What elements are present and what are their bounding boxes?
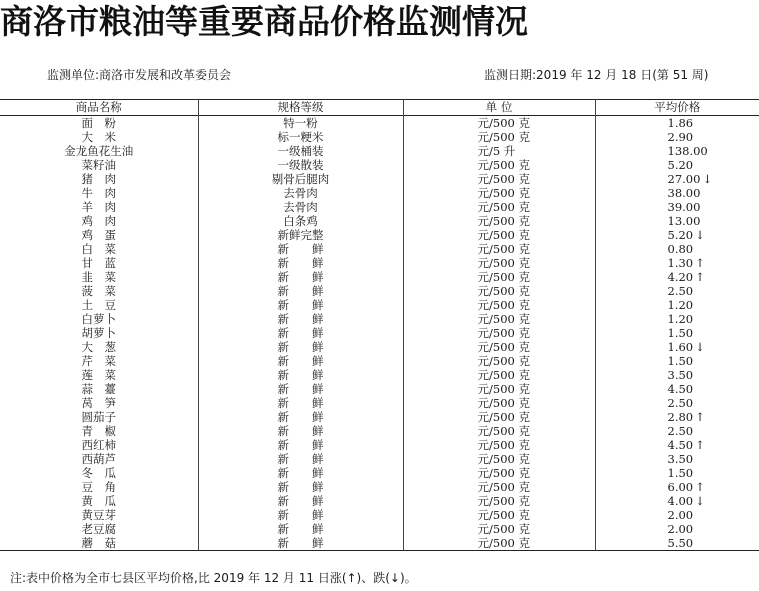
spec-grade: 新 鲜 [198, 522, 403, 536]
trend-arrow-icon: ↑ [695, 410, 705, 424]
trend-arrow-icon: ↓ [695, 494, 705, 508]
table-row [0, 172, 759, 186]
table-row [0, 312, 759, 326]
commodity-name: 羊 肉 [81, 200, 116, 214]
average-price [595, 410, 759, 424]
average-price [595, 298, 759, 312]
price-value: 2.00 [667, 508, 694, 522]
unit: 元/500 克 [403, 116, 595, 131]
spec-grade: 白条鸡 [198, 214, 403, 228]
spec-grade: 新 鲜 [198, 326, 403, 340]
unit: 元/500 克 [403, 424, 595, 438]
table-row [0, 354, 759, 368]
price-value: 6.00 [667, 480, 694, 494]
commodity-name: 菠 菜 [81, 284, 116, 298]
spec-grade: 新 鲜 [198, 466, 403, 480]
table-row [0, 298, 759, 312]
table-row [0, 340, 759, 354]
spec-grade: 新 鲜 [198, 438, 403, 452]
table-row [0, 368, 759, 382]
trend-arrow-icon: ↑ [695, 438, 705, 452]
price-value: 27.00 [667, 172, 701, 186]
price-value: 13.00 [667, 214, 701, 228]
unit: 元/500 克 [403, 340, 595, 354]
trend-arrow-icon: ↑ [695, 480, 705, 494]
price-value: 4.50 [667, 382, 694, 396]
price-value: 4.50 [667, 438, 694, 452]
unit: 元/500 克 [403, 494, 595, 508]
price-value: 3.50 [667, 452, 694, 466]
trend-arrow-icon: ↑ [695, 256, 705, 270]
average-price [595, 438, 759, 452]
unit: 元/500 克 [403, 214, 595, 228]
price-value: 4.20 [667, 270, 694, 284]
spec-grade: 新 鲜 [198, 354, 403, 368]
unit: 元/500 克 [403, 242, 595, 256]
table-row [0, 158, 759, 172]
table-row [0, 480, 759, 494]
price-value: 1.20 [667, 298, 694, 312]
price-value: 1.50 [667, 354, 694, 368]
commodity-name: 牛 肉 [81, 186, 116, 200]
average-price [595, 144, 759, 158]
average-price [595, 214, 759, 228]
commodity-name: 西葫芦 [81, 452, 116, 466]
unit: 元/500 克 [403, 466, 595, 480]
unit: 元/500 克 [403, 368, 595, 382]
table-row [0, 438, 759, 452]
commodity-name: 金龙鱼花生油 [64, 144, 134, 158]
table-row [0, 508, 759, 522]
unit: 元/500 克 [403, 284, 595, 298]
price-value: 138.00 [667, 144, 708, 158]
average-price [595, 172, 759, 186]
trend-arrow-icon: ↓ [695, 340, 705, 354]
table-row [0, 382, 759, 396]
commodity-name: 白 菜 [81, 242, 116, 256]
price-value: 2.90 [667, 130, 694, 144]
average-price [595, 480, 759, 494]
unit: 元/500 克 [403, 382, 595, 396]
unit: 元/500 克 [403, 256, 595, 270]
spec-grade: 新 鲜 [198, 256, 403, 270]
price-value: 2.50 [667, 284, 694, 298]
header-unit: 单 位 [403, 100, 595, 116]
price-value: 2.50 [667, 424, 694, 438]
spec-grade: 新 鲜 [198, 340, 403, 354]
unit: 元/500 克 [403, 508, 595, 522]
price-value: 3.50 [667, 368, 694, 382]
monitor-date: 监测日期:2019 年 12 月 18 日(第 51 周) [484, 68, 709, 82]
spec-grade: 新 鲜 [198, 508, 403, 522]
table-row [0, 424, 759, 438]
average-price [595, 158, 759, 172]
footnote: 注:表中价格为全市七县区平均价格,比 2019 年 12 月 11 日涨(↑)、跌(↓)。 [10, 571, 417, 585]
unit: 元/500 克 [403, 312, 595, 326]
average-price [595, 382, 759, 396]
average-price [595, 368, 759, 382]
commodity-name: 蘑 菇 [81, 536, 116, 550]
commodity-name: 莴 笋 [81, 396, 116, 410]
price-value: 1.20 [667, 312, 694, 326]
average-price [595, 494, 759, 508]
average-price [595, 200, 759, 214]
commodity-name: 青 椒 [81, 424, 116, 438]
table-row [0, 452, 759, 466]
price-value: 2.00 [667, 522, 694, 536]
commodity-name: 黄 瓜 [81, 494, 116, 508]
average-price [595, 228, 759, 242]
price-value: 4.00 [667, 494, 694, 508]
price-value: 2.80 [667, 410, 694, 424]
table-row [0, 228, 759, 242]
unit: 元/500 克 [403, 410, 595, 424]
price-value: 5.20 [667, 158, 694, 172]
header-name: 商品名称 [75, 100, 122, 114]
unit: 元/500 克 [403, 354, 595, 368]
price-value: 1.60 [667, 340, 694, 354]
spec-grade: 新鲜完整 [198, 228, 403, 242]
average-price [595, 284, 759, 298]
unit: 元/500 克 [403, 228, 595, 242]
table-row [0, 410, 759, 424]
spec-grade: 去骨肉 [198, 186, 403, 200]
commodity-name: 面 粉 [81, 115, 116, 130]
commodity-name: 白萝卜 [81, 312, 116, 326]
spec-grade: 新 鲜 [198, 480, 403, 494]
monitor-unit: 监测单位:商洛市发展和改革委员会 [47, 68, 232, 82]
price-value: 1.30 [667, 256, 694, 270]
average-price [595, 466, 759, 480]
average-price [595, 116, 759, 131]
price-value: 1.50 [667, 326, 694, 340]
unit: 元/500 克 [403, 172, 595, 186]
spec-grade: 新 鲜 [198, 368, 403, 382]
trend-arrow-icon: ↑ [695, 270, 705, 284]
spec-grade: 新 鲜 [198, 270, 403, 284]
spec-grade: 新 鲜 [198, 410, 403, 424]
spec-grade: 去骨肉 [198, 200, 403, 214]
table-row [0, 144, 759, 158]
spec-grade: 新 鲜 [198, 424, 403, 438]
average-price [595, 508, 759, 522]
price-value: 1.86 [667, 115, 694, 130]
spec-grade: 新 鲜 [198, 312, 403, 326]
unit: 元/500 克 [403, 452, 595, 466]
average-price [595, 256, 759, 270]
table-row [0, 200, 759, 214]
average-price [595, 536, 759, 551]
commodity-name: 豆 角 [81, 480, 116, 494]
unit: 元/500 克 [403, 396, 595, 410]
unit: 元/500 克 [403, 186, 595, 200]
trend-arrow-icon: ↓ [695, 228, 705, 242]
spec-grade: 一级桶装 [198, 144, 403, 158]
commodity-name: 冬 瓜 [81, 466, 116, 480]
commodity-name: 圆茄子 [81, 410, 116, 424]
table-row [0, 116, 759, 131]
unit: 元/500 克 [403, 536, 595, 551]
table-row [0, 494, 759, 508]
table-row [0, 522, 759, 536]
commodity-name: 菜籽油 [81, 158, 116, 172]
price-value: 1.50 [667, 466, 694, 480]
average-price [595, 340, 759, 354]
commodity-name: 黄豆芽 [81, 508, 116, 522]
commodity-name: 鸡 蛋 [81, 228, 116, 242]
average-price [595, 130, 759, 144]
price-table [0, 99, 759, 551]
unit: 元/500 克 [403, 270, 595, 284]
table-row [0, 284, 759, 298]
commodity-name: 大 葱 [81, 340, 116, 354]
commodity-name: 土 豆 [81, 298, 116, 312]
commodity-name: 大 米 [81, 130, 116, 144]
spec-grade: 新 鲜 [198, 494, 403, 508]
unit: 元/500 克 [403, 522, 595, 536]
average-price [595, 326, 759, 340]
unit: 元/500 克 [403, 480, 595, 494]
header-grade: 规格等级 [198, 100, 403, 116]
average-price [595, 396, 759, 410]
table-row [0, 186, 759, 200]
price-value: 0.80 [667, 242, 694, 256]
unit: 元/500 克 [403, 326, 595, 340]
average-price [595, 312, 759, 326]
average-price [595, 186, 759, 200]
table-row [0, 270, 759, 284]
unit: 元/500 克 [403, 130, 595, 144]
unit: 元/5 升 [403, 144, 595, 158]
commodity-name: 芹 菜 [81, 354, 116, 368]
commodity-name: 蒜 薹 [81, 382, 116, 396]
table-row [0, 130, 759, 144]
average-price [595, 242, 759, 256]
commodity-name: 韭 菜 [81, 270, 116, 284]
spec-grade: 新 鲜 [198, 452, 403, 466]
trend-arrow-icon: ↓ [702, 172, 713, 186]
spec-grade: 新 鲜 [198, 242, 403, 256]
average-price [595, 522, 759, 536]
header-price: 平均价格 [595, 100, 759, 116]
price-value: 38.00 [667, 186, 701, 200]
average-price [595, 354, 759, 368]
commodity-name: 甘 蓝 [81, 256, 116, 270]
table-row [0, 536, 759, 551]
commodity-name: 老豆腐 [81, 522, 116, 536]
table-row [0, 326, 759, 340]
table-row [0, 396, 759, 410]
spec-grade: 剔骨后腿肉 [198, 172, 403, 186]
unit: 元/500 克 [403, 438, 595, 452]
spec-grade: 新 鲜 [198, 536, 403, 551]
unit: 元/500 克 [403, 298, 595, 312]
commodity-name: 鸡 肉 [81, 214, 116, 228]
unit: 元/500 克 [403, 158, 595, 172]
commodity-name: 胡萝卜 [81, 326, 116, 340]
spec-grade: 一级散装 [198, 158, 403, 172]
spec-grade: 新 鲜 [198, 284, 403, 298]
average-price [595, 452, 759, 466]
table-row [0, 214, 759, 228]
commodity-name: 莲 菜 [81, 368, 116, 382]
price-value: 39.00 [667, 200, 701, 214]
spec-grade: 新 鲜 [198, 396, 403, 410]
price-value: 5.20 [667, 228, 694, 242]
price-value: 2.50 [667, 396, 694, 410]
price-value: 5.50 [667, 536, 694, 550]
spec-grade: 标一粳米 [198, 130, 403, 144]
spec-grade: 新 鲜 [198, 298, 403, 312]
commodity-name: 西红柿 [81, 438, 116, 452]
table-header-row [0, 100, 759, 116]
table-row [0, 256, 759, 270]
page-title: 商洛市粮油等重要商品价格监测情况 [0, 2, 528, 41]
commodity-name: 猪 肉 [81, 172, 116, 186]
spec-grade: 特一粉 [198, 116, 403, 131]
unit: 元/500 克 [403, 200, 595, 214]
spec-grade: 新 鲜 [198, 382, 403, 396]
average-price [595, 270, 759, 284]
table-row [0, 242, 759, 256]
average-price [595, 424, 759, 438]
table-row [0, 466, 759, 480]
